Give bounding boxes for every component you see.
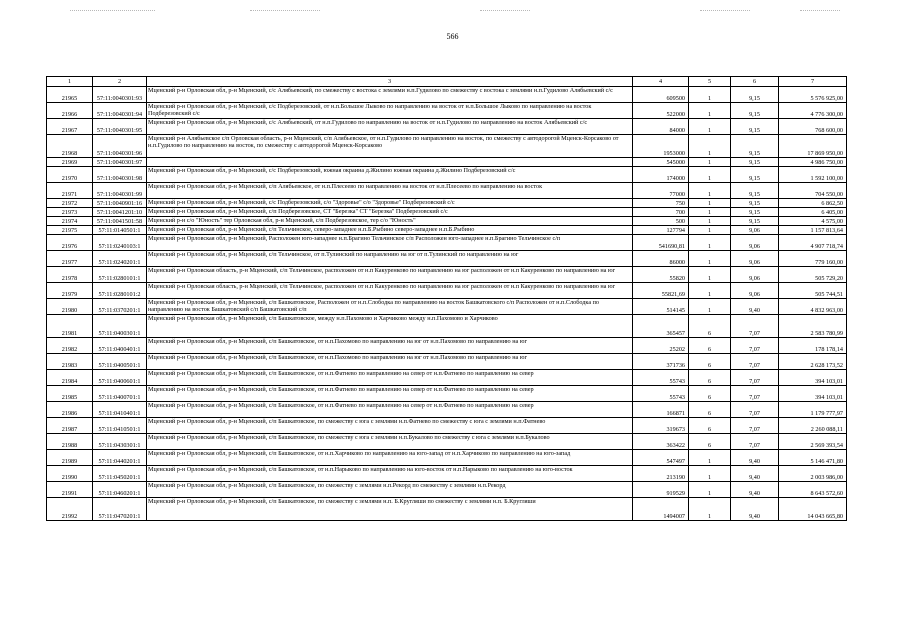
location-description: Мценский р-н Орловская область, р-н Мценский, с/п Тельчинское, расположен от н.п Какуренково по направлению на юг расположен от н.п Какуренково по направлению на юг — [147, 267, 633, 283]
location-description: Мценский р-н Орловская обл, р-н Мценский, с/с Алябьевский, по смежеству с востока с землями н.п.Гудилово по смежеству с востока с землями н.п.Гудилово Алябьевский с/с — [147, 87, 633, 103]
category-code: 6 — [689, 434, 731, 450]
category-code: 1 — [689, 87, 731, 103]
location-description: Мценский р-н Орловская область, р-н Мценский, с/п Тельчинское, расположен от н.п Какуренково по направлению на юг расположен от н.п Какуренково по направлению на юг — [147, 283, 633, 299]
cadastral-value: 704 550,00 — [779, 183, 847, 199]
category-code: 1 — [689, 183, 731, 199]
cadastral-number: 57:11:0460201:1 — [93, 482, 147, 498]
table-row — [47, 235, 847, 251]
location-description: Мценский р-н Орловская обл, р-н Мценский, с/п Башкатовское, от н.п.Харчиково по направлению на юго-запад от н.п.Харчиково по направлению на юго-запад — [147, 450, 633, 466]
row-number: 21987 — [47, 418, 93, 434]
table-row — [47, 299, 847, 315]
location-description: Мценский р-н Орловская обл, р-н Мценский, с/п Башкатовское, от н.п.Нарыково по направлению на юго-восток от н.п.Нарыково по направлению на юго-восток — [147, 466, 633, 482]
category-code: 1 — [689, 217, 731, 226]
table-row — [47, 226, 847, 235]
location-description: Мценский р-н Орловская обл, р-н Мценский, с/п Башкатовское, по смежеству с землями н.п.Рекорд по смежеству с землями н.п.Рекорд — [147, 482, 633, 498]
cadastral-value: 394 103,01 — [779, 386, 847, 402]
category-code: 1 — [689, 450, 731, 466]
cadastral-number: 57:11:0040901:16 — [93, 199, 147, 208]
cadastral-value: 4 907 718,74 — [779, 235, 847, 251]
cadastral-number: 57:11:0040301:96 — [93, 135, 147, 158]
row-number: 21977 — [47, 251, 93, 267]
scan-artifact — [800, 10, 840, 11]
column-header: 6 — [731, 77, 779, 87]
location-description: Мценский р-н Орловская обл, р-н Мценский, с/п Башкатовское, Расположен от н.п.Слободка по направлению на восток Башкатовского с/п Расположен от н.п.Слободка по направлению на восток Башкатовский с/п Башкатовский с/п — [147, 299, 633, 315]
row-number: 21985 — [47, 386, 93, 402]
row-number: 21976 — [47, 235, 93, 251]
rate-value: 9,06 — [731, 235, 779, 251]
row-number: 21973 — [47, 208, 93, 217]
location-description: Мценский р-н Орловская обл, р-н Мценский, с/п Башкатовское, от н.п.Пахомово по направлению на юг от н.п.Пахомово по направлению на юг — [147, 338, 633, 354]
cadastral-number: 57:11:0400701:1 — [93, 386, 147, 402]
cadastral-number: 57:11:0450201:1 — [93, 466, 147, 482]
rate-value: 9,40 — [731, 482, 779, 498]
row-number: 21975 — [47, 226, 93, 235]
cadastral-number: 57:11:0040301:97 — [93, 158, 147, 167]
rate-value: 9,06 — [731, 283, 779, 299]
area-value: 55743 — [633, 386, 689, 402]
location-description: Мценский р-н Орловская обл, р-н Мценский, с/п Башкатовское, по смежеству с юга с землями н.п.Букалово по смежеству с юга с землями н.п.Букалово — [147, 434, 633, 450]
cadastral-number: 57:11:0040301:94 — [93, 103, 147, 119]
area-value: 25202 — [633, 338, 689, 354]
table-row — [47, 434, 847, 450]
table-row — [47, 103, 847, 119]
location-description: Мценский р-н Орловская обл, р-н Мценский, с/с Алябьевский, от н.п.Гудилово по направлению на восток от н.п.Гудилово по направлению на восток Алябьевский с/с — [147, 119, 633, 135]
category-code: 1 — [689, 167, 731, 183]
table-row — [47, 119, 847, 135]
rate-value: 9,40 — [731, 450, 779, 466]
location-description — [147, 158, 633, 167]
cadastral-number: 57:11:0400401:1 — [93, 338, 147, 354]
area-value: 319673 — [633, 418, 689, 434]
cadastral-number: 57:11:0400301:1 — [93, 315, 147, 338]
area-value: 1494007 — [633, 498, 689, 521]
row-number: 21982 — [47, 338, 93, 354]
cadastral-value: 6 405,00 — [779, 208, 847, 217]
location-description: Мценский р-н Орловская обл, р-н Мценский, с/п Башкатовское, от н.п.Пахомово по направлению на юг от н.п.Пахомово по направлению на юг — [147, 354, 633, 370]
cadastral-value: 17 869 950,00 — [779, 135, 847, 158]
cadastral-number: 57:11:0280101:1 — [93, 267, 147, 283]
row-number: 21971 — [47, 183, 93, 199]
row-number: 21972 — [47, 199, 93, 208]
table-row — [47, 402, 847, 418]
table-row — [47, 267, 847, 283]
cadastral-number: 57:11:0440201:1 — [93, 450, 147, 466]
cadastral-value: 8 643 572,60 — [779, 482, 847, 498]
location-description: Мценский р-н Орловская обл, р-н Мценский, с/п Тельчинское, от п.Тулинский по направлению на юг от п.Тулинский по направлению на юг — [147, 251, 633, 267]
area-value: 371736 — [633, 354, 689, 370]
area-value: 55820 — [633, 267, 689, 283]
rate-value: 9,06 — [731, 226, 779, 235]
table-row — [47, 158, 847, 167]
location-description: Мценский р-н Орловская обл, р-н Мценский, с/п Башкатовское, от н.п.Фатнево по направлению на север от н.п.Фатнево по направлению на север — [147, 370, 633, 386]
cadastral-number: 57:11:0040301:93 — [93, 87, 147, 103]
column-header: 5 — [689, 77, 731, 87]
category-code: 6 — [689, 338, 731, 354]
row-number: 21979 — [47, 283, 93, 299]
table-row — [47, 482, 847, 498]
table-row — [47, 418, 847, 434]
location-description: Мценский р-н Орловская обл, р-н Мценский, с/п Башкатовское, между н.п.Пахомово и Харчиково между н.п.Пахомово и Харчиково — [147, 315, 633, 338]
cadastral-value: 4 986 750,00 — [779, 158, 847, 167]
location-description: Мценский р-н Орловская обл, р-н Мценский, с/с Подберезовский, с/о "Здоровье" с/о "Здоровье" Подберезовский с/с — [147, 199, 633, 208]
area-value: 365457 — [633, 315, 689, 338]
rate-value: 9,15 — [731, 217, 779, 226]
row-number: 21988 — [47, 434, 93, 450]
location-description: Мценский р-н Орловская обл, р-н Мценский, Расположен юго-западнее н.п.Брагино Тельчинское с/п Расположен юго-западнее н.п.Брагино Тельчинское с/п — [147, 235, 633, 251]
rate-value: 7,07 — [731, 386, 779, 402]
category-code: 1 — [689, 226, 731, 235]
category-code: 1 — [689, 119, 731, 135]
category-code: 1 — [689, 466, 731, 482]
cadastral-value: 1 592 100,00 — [779, 167, 847, 183]
cadastral-value: 4 776 300,00 — [779, 103, 847, 119]
cadastral-value: 505 744,51 — [779, 283, 847, 299]
table-row — [47, 283, 847, 299]
rate-value: 9,40 — [731, 466, 779, 482]
rate-value: 7,07 — [731, 418, 779, 434]
location-description: Мценский р-н Орловская обл, р-н Мценский, с/с Подберезовский, от н.п.Большое Лыково по направлению на восток от н.п.Большое Лыково по направлению на восток Подберезовский с/с — [147, 103, 633, 119]
table-row — [47, 315, 847, 338]
rate-value: 7,07 — [731, 370, 779, 386]
cadastral-value: 14 043 665,80 — [779, 498, 847, 521]
cadastral-number: 57:11:0040301:99 — [93, 183, 147, 199]
area-value: 919529 — [633, 482, 689, 498]
rate-value: 9,15 — [731, 87, 779, 103]
area-value: 86000 — [633, 251, 689, 267]
cadastral-number: 57:11:0430301:1 — [93, 434, 147, 450]
area-value: 363422 — [633, 434, 689, 450]
category-code: 1 — [689, 251, 731, 267]
table-row — [47, 466, 847, 482]
row-number: 21989 — [47, 450, 93, 466]
cadastral-number: 57:11:0370201:1 — [93, 299, 147, 315]
category-code: 6 — [689, 386, 731, 402]
cadastral-value: 2 260 088,11 — [779, 418, 847, 434]
row-number: 21969 — [47, 158, 93, 167]
category-code: 6 — [689, 418, 731, 434]
category-code: 1 — [689, 199, 731, 208]
area-value: 174000 — [633, 167, 689, 183]
column-header: 3 — [147, 77, 633, 87]
category-code: 6 — [689, 315, 731, 338]
scan-artifact — [480, 10, 530, 11]
category-code: 1 — [689, 299, 731, 315]
location-description: Мценский р-н Орловская обл, р-н Мценский, с/п Башкатовское, от н.п.Фатнево по направлению на север от н.п.Фатнево по направлению на север — [147, 386, 633, 402]
category-code: 1 — [689, 135, 731, 158]
row-number: 21983 — [47, 354, 93, 370]
cadastral-number: 57:11:0040301:95 — [93, 119, 147, 135]
row-number: 21980 — [47, 299, 93, 315]
area-value: 55821,69 — [633, 283, 689, 299]
category-code: 1 — [689, 158, 731, 167]
rate-value: 9,15 — [731, 167, 779, 183]
rate-value: 7,07 — [731, 315, 779, 338]
page-number: 566 — [446, 32, 459, 41]
category-code: 1 — [689, 283, 731, 299]
cadastral-number: 57:11:0410501:1 — [93, 418, 147, 434]
table-row — [47, 450, 847, 466]
location-description: Мценский р-н с/о "Юность" тер Орловская обл, р-н Мценский, с/п Подберезовское, тер с/о "Юность" — [147, 217, 633, 226]
location-description: Мценский р-н Орловская обл, р-н Мценский, с/п Башкатовское, по смежеству с землями н.п. Б.Кругляши по смежеству с землями н.п. Б.Кругляши — [147, 498, 633, 521]
table-row — [47, 135, 847, 158]
category-code: 1 — [689, 103, 731, 119]
table-row — [47, 370, 847, 386]
scan-artifact — [700, 10, 750, 11]
cadastral-number: 57:11:0400601:1 — [93, 370, 147, 386]
table-row — [47, 217, 847, 226]
cadastral-number: 57:11:0041501:58 — [93, 217, 147, 226]
row-number: 21967 — [47, 119, 93, 135]
rate-value: 9,40 — [731, 498, 779, 521]
cadastral-value: 4 575,00 — [779, 217, 847, 226]
rate-value: 9,15 — [731, 119, 779, 135]
cadastral-value: 779 160,00 — [779, 251, 847, 267]
cadastral-value: 2 003 986,00 — [779, 466, 847, 482]
row-number: 21986 — [47, 402, 93, 418]
rate-value: 9,15 — [731, 183, 779, 199]
row-number: 21966 — [47, 103, 93, 119]
rate-value: 9,15 — [731, 199, 779, 208]
area-value: 55743 — [633, 370, 689, 386]
location-description: Мценский р-н Орловская обл, р-н Мценский, с/п Подберезовское, СТ "Березка" СТ "Березка" Подберезовский с/с — [147, 208, 633, 217]
location-description: Мценский р-н Алябьевское с/п Орловская область, р-н Мценский, с/п Алябьевское, от н.п.Гудилово по направлению на восток, по смежеству с автодорогой Мценск-Корсаково от н.п.Гудилово по направлению на восток, по смежеству с автодорогой Мценск-Корсаково — [147, 135, 633, 158]
row-number: 21978 — [47, 267, 93, 283]
category-code: 6 — [689, 354, 731, 370]
cadastral-value: 5 576 925,00 — [779, 87, 847, 103]
area-value: 127794 — [633, 226, 689, 235]
cadastral-number: 57:11:0470201:1 — [93, 498, 147, 521]
cadastral-number: 57:11:0400501:1 — [93, 354, 147, 370]
column-header: 4 — [633, 77, 689, 87]
cadastral-value: 5 146 471,80 — [779, 450, 847, 466]
category-code: 1 — [689, 235, 731, 251]
category-code: 6 — [689, 370, 731, 386]
location-description: Мценский р-н Орловская обл, р-н Мценский, с/п Алябьевское, от н.п.Плесеево по направлению на восток от н.п.Плесеево по направлению на восток — [147, 183, 633, 199]
header-row — [47, 77, 847, 87]
area-value: 547497 — [633, 450, 689, 466]
column-header: 7 — [779, 77, 847, 87]
category-code: 1 — [689, 267, 731, 283]
location-description: Мценский р-н Орловская обл, р-н Мценский, с/п Тельчинское, северо-западнее н.п.Б.Рыбино северо-западнее н.п.Б.Рыбино — [147, 226, 633, 235]
area-value: 700 — [633, 208, 689, 217]
category-code: 1 — [689, 498, 731, 521]
cadastral-value: 768 600,00 — [779, 119, 847, 135]
rate-value: 9,06 — [731, 267, 779, 283]
cadastral-number: 57:11:0140501:1 — [93, 226, 147, 235]
cadastral-value: 505 729,20 — [779, 267, 847, 283]
cadastral-number: 57:11:0040301:98 — [93, 167, 147, 183]
cadastral-value: 394 103,01 — [779, 370, 847, 386]
rate-value: 9,15 — [731, 135, 779, 158]
cadastral-value: 2 583 780,99 — [779, 315, 847, 338]
area-value: 84000 — [633, 119, 689, 135]
row-number: 21970 — [47, 167, 93, 183]
table-row — [47, 354, 847, 370]
cadastral-value: 1 157 813,64 — [779, 226, 847, 235]
row-number: 21991 — [47, 482, 93, 498]
area-value: 545000 — [633, 158, 689, 167]
scan-artifact — [70, 10, 155, 11]
rate-value: 9,15 — [731, 208, 779, 217]
column-header: 1 — [47, 77, 93, 87]
area-value: 522000 — [633, 103, 689, 119]
location-description: Мценский р-н Орловская обл, р-н Мценский, с/п Башкатовское, по смежеству с юга с землями н.п.Фатнево по смежеству с юга с землями н.п.Фатнево — [147, 418, 633, 434]
table-row — [47, 338, 847, 354]
area-value: 1953000 — [633, 135, 689, 158]
table-row — [47, 199, 847, 208]
category-code: 1 — [689, 208, 731, 217]
area-value: 541690,81 — [633, 235, 689, 251]
cadastral-value: 178 178,14 — [779, 338, 847, 354]
cadastral-value: 4 832 963,00 — [779, 299, 847, 315]
area-value: 500 — [633, 217, 689, 226]
row-number: 21974 — [47, 217, 93, 226]
area-value: 166871 — [633, 402, 689, 418]
row-number: 21990 — [47, 466, 93, 482]
table-row — [47, 208, 847, 217]
rate-value: 9,40 — [731, 299, 779, 315]
cadastral-value: 1 179 777,97 — [779, 402, 847, 418]
rate-value: 7,07 — [731, 434, 779, 450]
location-description: Мценский р-н Орловская обл, р-н Мценский, с/с Подберезовский, южная окраина д.Жилино южная окраина д.Жилино Подберезовский с/с — [147, 167, 633, 183]
cadastral-number: 57:11:0240103:1 — [93, 235, 147, 251]
row-number: 21992 — [47, 498, 93, 521]
category-code: 1 — [689, 482, 731, 498]
cadastral-value: 2 628 173,52 — [779, 354, 847, 370]
area-value: 213190 — [633, 466, 689, 482]
location-description: Мценский р-н Орловская обл, р-н Мценский, с/п Башкатовское, от н.п.Фатнево по направлению на север от н.п.Фатнево по направлению на север — [147, 402, 633, 418]
rate-value: 7,07 — [731, 354, 779, 370]
row-number: 21984 — [47, 370, 93, 386]
cadastral-number: 57:11:0280101:2 — [93, 283, 147, 299]
row-number: 21981 — [47, 315, 93, 338]
table-row — [47, 498, 847, 521]
area-value: 750 — [633, 199, 689, 208]
scan-artifact — [250, 10, 320, 11]
area-value: 514145 — [633, 299, 689, 315]
cadastral-value: 2 569 393,54 — [779, 434, 847, 450]
area-value: 609500 — [633, 87, 689, 103]
table-row — [47, 87, 847, 103]
row-number: 21968 — [47, 135, 93, 158]
cadastral-number: 57:11:0041201:10 — [93, 208, 147, 217]
table-row — [47, 386, 847, 402]
table-row — [47, 251, 847, 267]
table-row — [47, 183, 847, 199]
rate-value: 9,06 — [731, 251, 779, 267]
row-number: 21965 — [47, 87, 93, 103]
category-code: 6 — [689, 402, 731, 418]
rate-value: 7,07 — [731, 338, 779, 354]
rate-value: 9,15 — [731, 103, 779, 119]
rate-value: 9,15 — [731, 158, 779, 167]
area-value: 77000 — [633, 183, 689, 199]
cadastral-number: 57:11:0410401:1 — [93, 402, 147, 418]
land-registry-table — [46, 76, 847, 521]
table-row — [47, 167, 847, 183]
cadastral-number: 57:11:0240201:1 — [93, 251, 147, 267]
column-header: 2 — [93, 77, 147, 87]
rate-value: 7,07 — [731, 402, 779, 418]
cadastral-value: 6 862,50 — [779, 199, 847, 208]
